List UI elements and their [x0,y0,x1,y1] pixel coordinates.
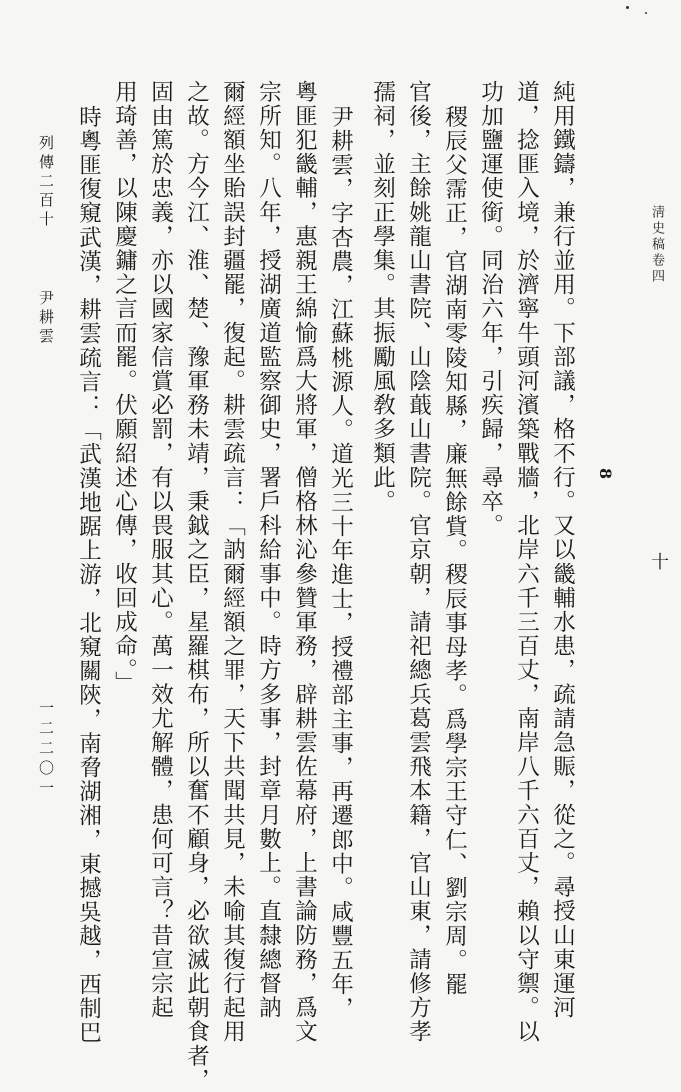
text-column-5: 官後，主餘姚龍山書院、山陰蕺山書院。官京朝，請祀總兵葛雲飛本籍，官山東，請修方孝 [405,80,432,1044]
sequence-mark: 8 [596,468,615,484]
text-column-12: 固由篤於忠義，亦以國家信賞必罰，有以畏服其心。萬一效尤解體，患何可言？昔宣宗起 [147,80,174,1020]
text-column-1: 純用鐵鑄，兼行並用。下部議，格不行。又以畿輔水患，疏請急賑，從之。尋授山東運河 [549,80,576,1020]
footer-chapter: 列傳二百十 [37,135,55,230]
right-margin-title: 淸史稿卷四 [649,205,664,285]
text-column-11: 之故。方今江、淮、楚、豫軍務未靖，秉鉞之臣，星羅棋布，所以奮不顧身，必欲滅此朝食者， [183,80,210,1092]
text-column-4: 稷辰父霈正，官湖南零陵知縣，廉無餘貲。稷辰事母孝。爲學宗王守仁、劉宗周。罷 [441,105,468,997]
footer-page-number: 一二二〇一 [37,700,55,800]
text-column-8: 粵匪犯畿輔，惠親王綿愉爲大將軍，僧格林沁參贊軍務，辟耕雲佐幕府，上書論防務，爲文 [291,80,318,1044]
text-column-9: 宗所知。八年，授湖廣道監察御史，署戶科給事中。時方多事，封章月數上。直隸總督訥 [255,80,282,1020]
ink-speck [626,6,629,9]
text-column-6: 孺祠，並刻正學集。其振勵風敎多類此。 [369,80,396,514]
text-column-2: 道，捻匪入境，於濟寧牛頭河濱築戰牆，北岸六千三百丈，南岸八千六百丈，賴以守禦。以 [513,80,540,1044]
text-column-13: 用琦善，以陳慶鏞之言而罷。伏願紹述心傳，收回成命。」 [111,80,138,696]
text-column-7: 尹耕雲，字杏農，江蘇桃源人。道光三十年進士，授禮部主事，再遷郎中。咸豐五年， [327,105,354,1021]
text-column-3: 功加鹽運使銜。同治六年，引疾歸，尋卒。 [477,80,504,538]
text-column-14: 時粵匪復窺武漢，耕雲疏言：「武漢地踞上游，北窺關陝，南脅湖湘，東撼吳越，西制巴 [75,105,102,1045]
page-mark: 十 [648,552,669,574]
text-column-10: 爾經額坐貽誤封疆罷，復起。耕雲疏言：「訥爾經額之罪，天下共聞共見，未喻其復行起用 [219,80,246,1044]
ink-speck [645,12,647,14]
footer-name: 尹耕雲 [37,290,55,347]
